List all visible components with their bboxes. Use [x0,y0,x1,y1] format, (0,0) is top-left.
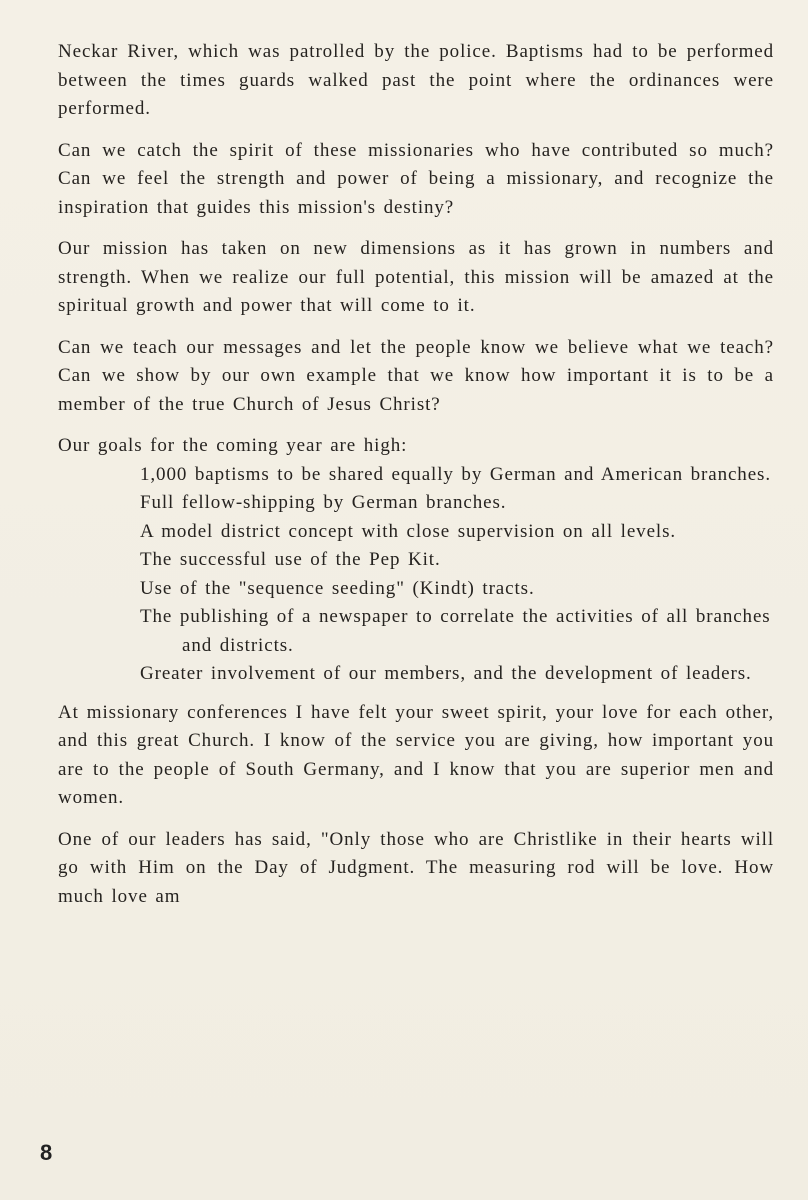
paragraph-spirit: Can we catch the spirit of these missionaries who have contributed so much? Can we feel the strength and power of being a missionary, and recognize the inspiration that guides this mission's destiny? [58,139,774,218]
goal-item: The successful use of the Pep Kit. [140,549,441,570]
paragraph-dimensions: Our mission has taken on new dimensions as it has grown in numbers and strength. When we realize our full potential, this mission will be amazed at the spiritual growth and power that will come to it. [58,238,774,316]
page-number: 8 [40,1140,53,1165]
paragraph-teach: Can we teach our messages and let the people know we believe what we teach? Can we show by our own example that we know how important it is to be a member of the true Church of Jesus Christ? [58,336,774,415]
body-text [58,38,774,924]
goal-item: Use of the "sequence seeding" (Kindt) tracts. [140,577,535,599]
goal-item: A model district concept with close supervision on all levels. [140,520,677,542]
goal-item: Full fellow-shipping by German branches. [140,492,507,513]
goal-item: The publishing of a newspaper to correlate the activities of all branches and districts. [140,606,771,656]
paragraph-conferences: At missionary conferences I have felt your sweet spirit, your love for each other, and this great Church. I know of the service you are giving, how important you are to the people of South Germany, and I know that you are superior men and women. [58,701,774,808]
paragraph-neckar: Neckar River, which was patrolled by the police. Baptisms had to be performed between the times guards walked past the point where the ordinances were performed. [58,41,774,119]
paragraph-leaders: One of our leaders has said, "Only those who are Christlike in their hearts will go with Him on the Day of Judgment. The measuring rod will be love. How much love am [58,828,774,907]
goal-list [58,461,774,689]
goals-intro: Our goals for the coming year are high: [58,435,408,456]
goal-item: Greater involvement of our members, and the development of leaders. [140,663,752,684]
goal-item: 1,000 baptisms to be shared equally by German and American branches. [140,463,771,485]
